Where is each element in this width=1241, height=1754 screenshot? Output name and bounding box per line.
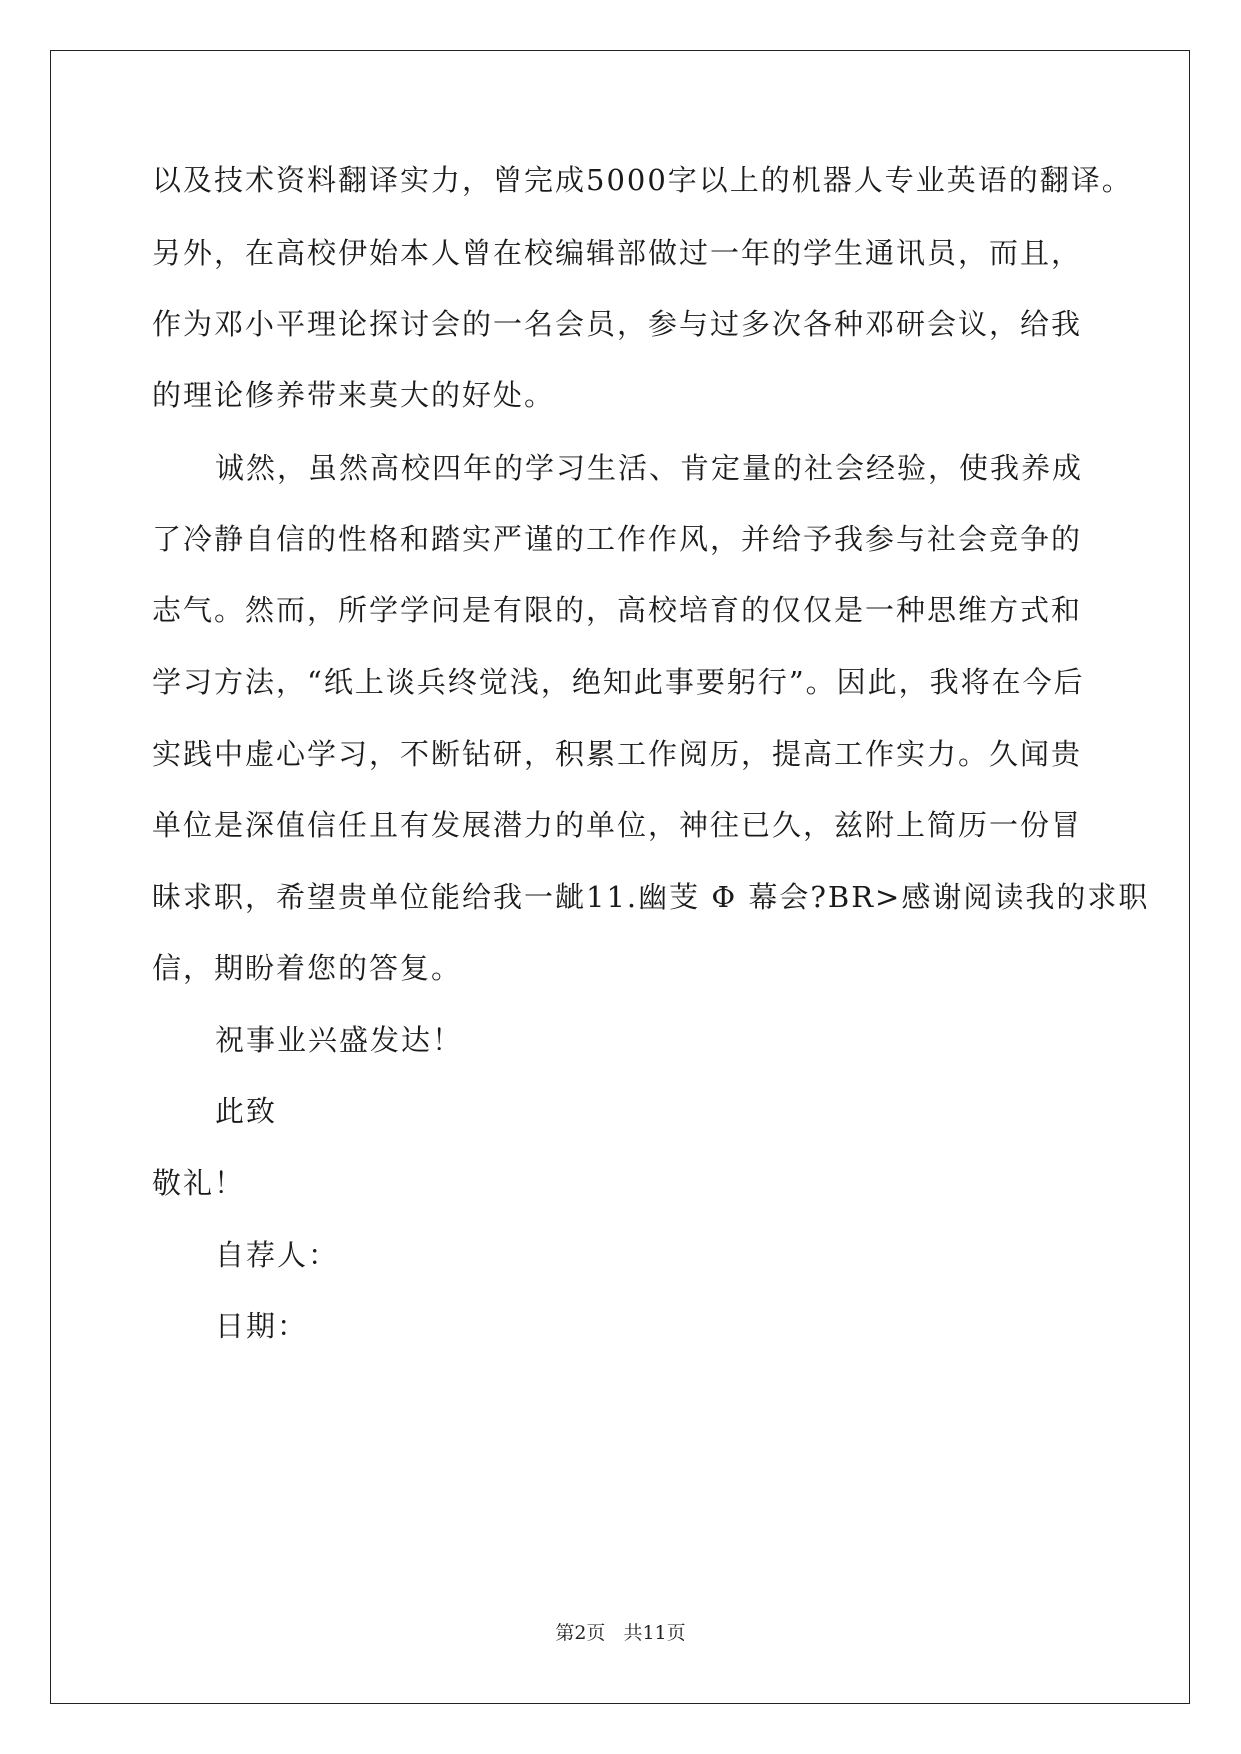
closing-wish: 祝事业兴盛发达！: [215, 1023, 464, 1057]
body-line: 实践中虚心学习，不断钻研，积累工作阅历，提高工作实力。久闻贵: [152, 737, 1083, 771]
page-footer: [0, 1618, 1241, 1645]
body-line: 志气。然而，所学学问是有限的，高校培育的仅仅是一种思维方式和: [152, 593, 1083, 627]
page-number: 第2页: [555, 1622, 606, 1644]
body-line: 学习方法，“纸上谈兵终觉浅，绝知此事要躬行”。因此，我将在今后: [152, 665, 1085, 699]
date-label: 日期：: [215, 1309, 309, 1343]
salutation: 此致: [215, 1094, 278, 1128]
signature-label: 自荐人：: [215, 1238, 340, 1272]
body-line: 了冷静自信的性格和踏实严谨的工作作风，并给予我参与社会竞争的: [152, 522, 1083, 556]
page-total: 共11页: [623, 1622, 686, 1644]
body-line: 昧求职，希望贵单位能给我一龇11.幽芰 Φ 幕会?BR>感谢阅读我的求职: [152, 880, 1150, 914]
body-line: 的理论修养带来莫大的好处。: [152, 378, 556, 412]
body-line: 作为邓小平理论探讨会的一名会员，参与过多次各种邓研会议，给我: [152, 307, 1083, 341]
body-line: 信，期盼着您的答复。: [152, 951, 463, 985]
body-line: 单位是深值信任且有发展潜力的单位，神往已久，兹附上简历一份冒: [152, 808, 1083, 842]
body-line: 诚然，虽然高校四年的学习生活、肯定量的社会经验，使我养成: [215, 451, 1084, 485]
body-line: 另外，在高校伊始本人曾在校编辑部做过一年的学生通讯员，而且，: [152, 236, 1083, 270]
salutation-regards: 敬礼！: [152, 1166, 246, 1200]
body-line: 以及技术资料翻译实力，曾完成5000字以上的机器人专业英语的翻译。: [152, 163, 1133, 197]
